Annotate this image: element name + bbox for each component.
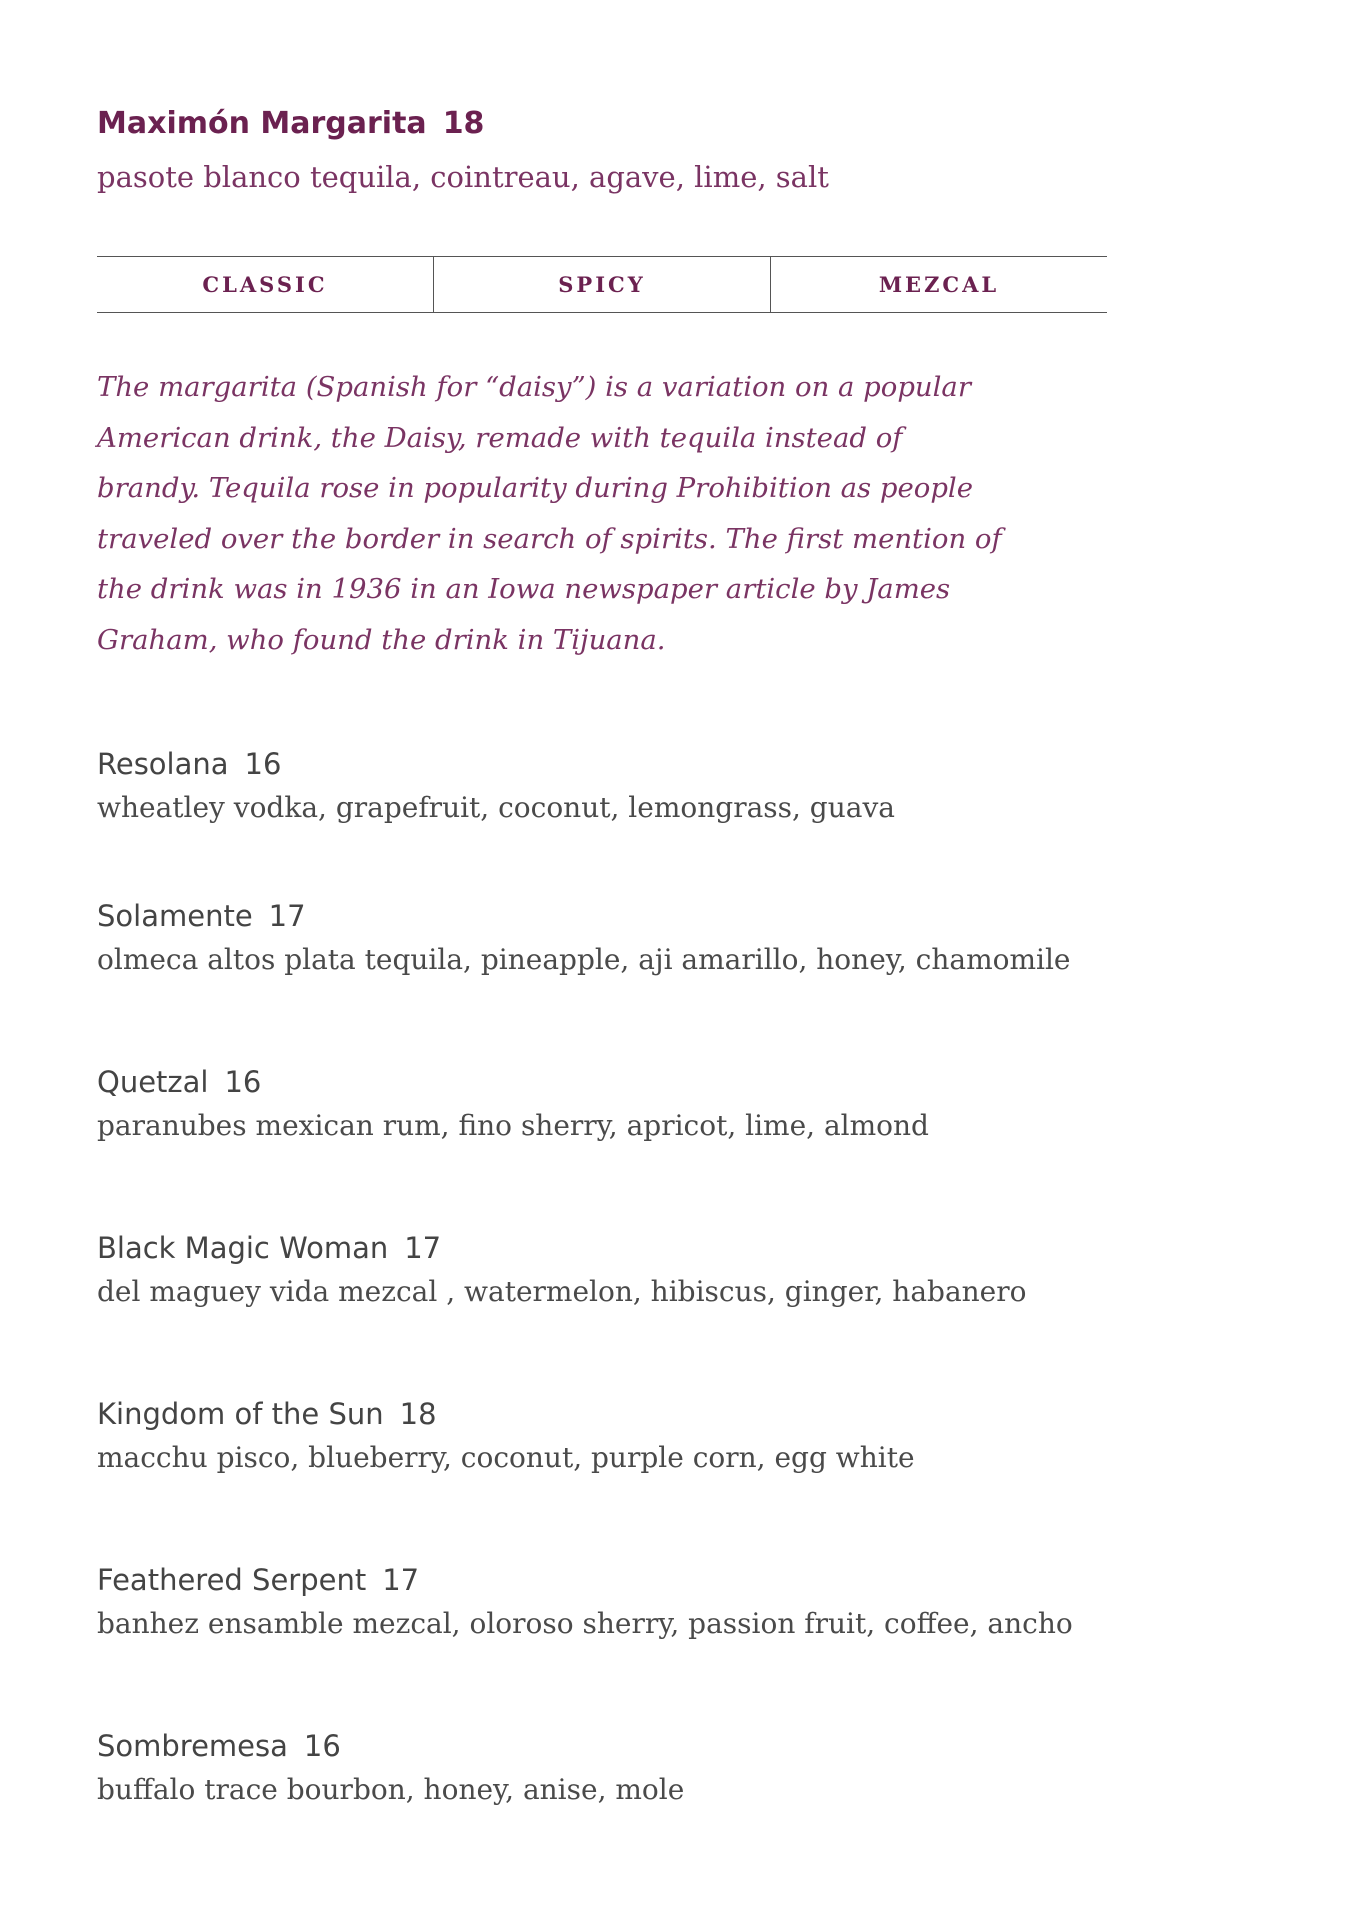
drink-ingredients: buffalo trace bourbon, honey, anise, mole xyxy=(97,1773,685,1806)
drink-ingredients: macchu pisco, blueberry, coconut, purple corn, egg white xyxy=(97,1441,915,1474)
menu-item-quetzal xyxy=(97,1064,929,1144)
tab-spicy[interactable]: SPICY xyxy=(433,257,770,312)
drink-name: Feathered Serpent xyxy=(97,1563,367,1597)
drink-price: 17 xyxy=(404,1231,442,1265)
drink-price: 17 xyxy=(382,1563,420,1597)
drink-name: Black Magic Woman xyxy=(97,1231,389,1265)
drink-title xyxy=(97,746,895,782)
margarita-style-tabs xyxy=(97,256,1107,313)
featured-drink-price: 18 xyxy=(442,106,485,141)
drink-ingredients: wheatley vodka, grapefruit, coconut, lemongrass, guava xyxy=(97,791,895,824)
menu-item-solamente xyxy=(97,898,1071,978)
drink-name: Solamente xyxy=(97,899,253,933)
drink-name: Kingdom of the Sun xyxy=(97,1397,384,1431)
drink-title xyxy=(97,1562,1073,1598)
tab-classic[interactable]: CLASSIC xyxy=(202,272,328,297)
drink-name: Sombremesa xyxy=(97,1729,288,1763)
drink-name: Resolana xyxy=(97,747,229,781)
drink-ingredients: del maguey vida mezcal , watermelon, hibiscus, ginger, habanero xyxy=(97,1275,1027,1308)
menu-item-resolana xyxy=(97,746,895,826)
drink-ingredients: paranubes mexican rum, fino sherry, apricot, lime, almond xyxy=(97,1109,929,1142)
drink-title xyxy=(97,1064,929,1100)
drink-title xyxy=(97,1230,1027,1266)
featured-drink-name: Maximón Margarita xyxy=(97,106,427,141)
margarita-history-paragraph: The margarita (Spanish for “daisy”) is a variation on a popular American drink, the Daisy, remade with tequila instead of brandy. Tequila rose in popularity during Prohibition as people traveled over the border in search of spirits. The first mention of the drink was in 1936 in an Iowa newspaper article by James Graham, who found the drink in Tijuana. xyxy=(97,371,1002,656)
drink-title xyxy=(97,1728,684,1764)
drink-price: 16 xyxy=(224,1065,262,1099)
drink-title xyxy=(97,1396,915,1432)
drink-price: 16 xyxy=(244,747,282,781)
menu-item-black-magic-woman xyxy=(97,1230,1027,1310)
menu-item-sombremesa xyxy=(97,1728,684,1808)
drink-name: Quetzal xyxy=(97,1065,209,1099)
drink-price: 17 xyxy=(268,899,306,933)
drink-ingredients: banhez ensamble mezcal, oloroso sherry, passion fruit, coffee, ancho xyxy=(97,1607,1073,1640)
drink-ingredients: olmeca altos plata tequila, pineapple, aji amarillo, honey, chamomile xyxy=(97,943,1071,976)
drink-title xyxy=(97,898,1071,934)
drink-price: 16 xyxy=(303,1729,341,1763)
drink-price: 18 xyxy=(399,1397,437,1431)
menu-item-kingdom-of-the-sun xyxy=(97,1396,915,1476)
menu-item-feathered-serpent xyxy=(97,1562,1073,1642)
featured-drink-description: pasote blanco tequila, cointreau, agave, lime, salt xyxy=(97,160,829,194)
tab-mezcal[interactable]: MEZCAL xyxy=(770,257,1107,312)
featured-drink-title xyxy=(97,106,484,141)
